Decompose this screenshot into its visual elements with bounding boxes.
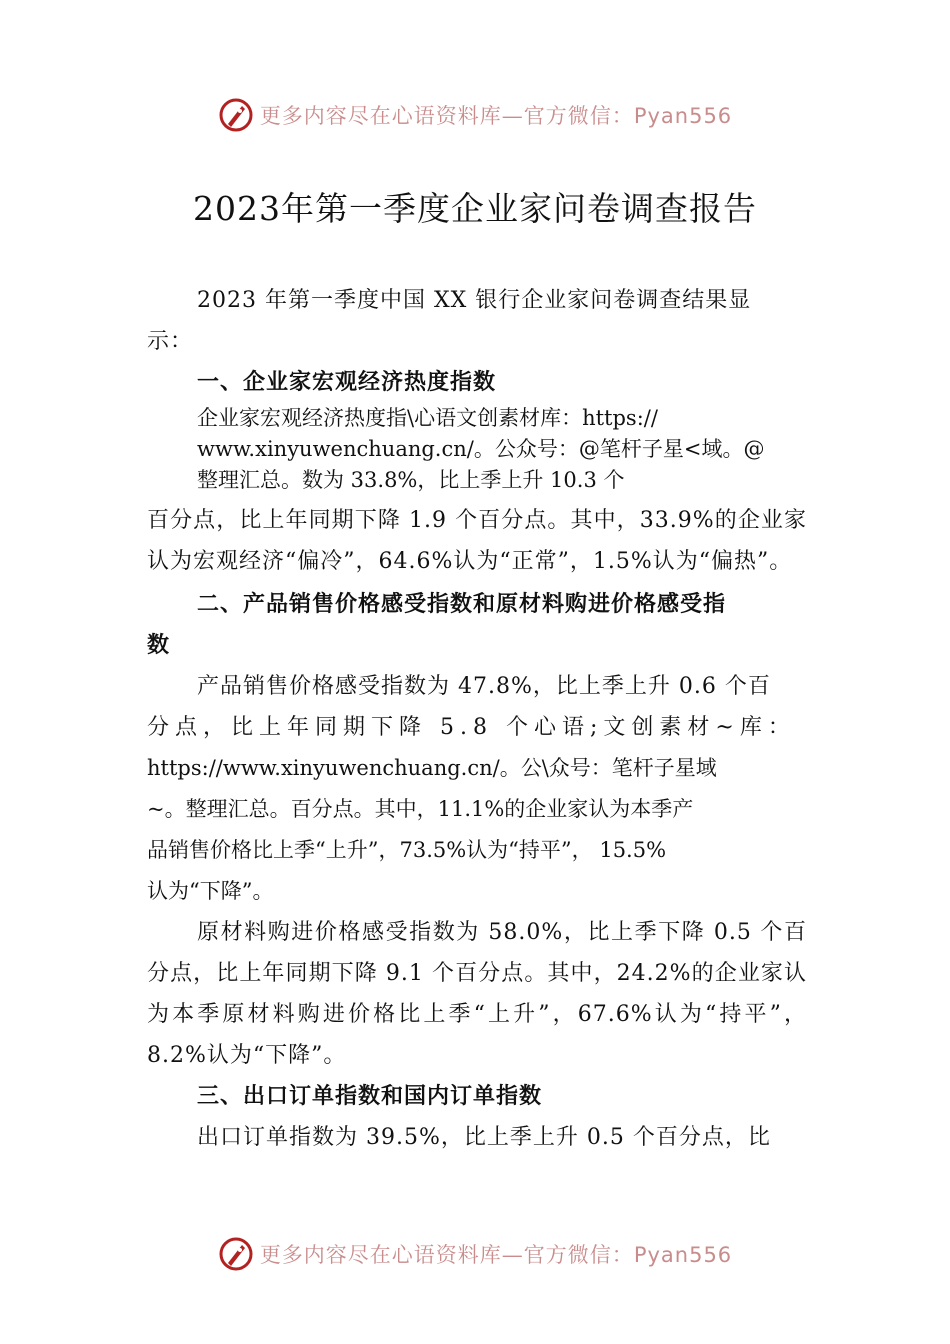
paragraph-1-url-block — [147, 403, 807, 496]
page-title: 2023年第一季度企业家问卷调查报告 — [193, 189, 757, 228]
paragraph-1-rest: 百分点，比上年同期下降 1.9 个百分点。其中，33.9%的企业家认为宏观经济“偏冷”，64.6%认为“正常”，1.5%认为“偏热”。 — [147, 508, 807, 574]
paragraph-3: 原材料购进价格感受指数为 58.0%，比上季下降 0.5 个百分点，比上年同期下降 9.1 个百分点。其中，24.2%的企业家认为本季原材料购进价格比上季“上升”，67.6%认为“持平”，8.2%认为“下降”。 — [147, 920, 807, 1068]
pen-nib-logo-icon — [218, 97, 254, 133]
wechat-id: Pyan556 — [633, 1243, 733, 1267]
banner-text: 更多内容尽在心语资料库—官方微信：Pyan556 — [259, 104, 733, 128]
paragraph-1-line-2: www.xinyuwenchuang.cn/。公众号：@笔杆子星<域。@ — [197, 437, 765, 461]
paragraph-2-line-4: ~。整理汇总。百分点。其中，11.1%的企业家认为本季产 — [147, 797, 694, 821]
intro-line-2: 示： — [147, 329, 194, 354]
header-banner — [0, 93, 950, 137]
section-heading-2-line-2: 数 — [147, 633, 171, 658]
paragraph-2-line-2: 分点，比上年同期下降 5.8 个心语;文创素材~库： — [147, 715, 796, 740]
wechat-id: Pyan556 — [633, 104, 733, 128]
pen-nib-logo-icon — [218, 1236, 254, 1272]
paragraph-1-line-1: 企业家宏观经济热度指\心语文创素材库：https:// — [197, 406, 658, 430]
paragraph-2-line-1: 产品销售价格感受指数为 47.8%，比上季上升 0.6 个百 — [197, 674, 771, 699]
footer-banner — [0, 1232, 950, 1276]
document-body — [147, 280, 807, 1158]
paragraph-4: 出口订单指数为 39.5%，比上季上升 0.5 个百分点，比 — [197, 1125, 771, 1150]
section-heading-2-line-1: 二、产品销售价格感受指数和原材料购进价格感受指 — [197, 592, 727, 617]
intro-line-1: 2023 年第一季度中国 XX 银行企业家问卷调查结果显 — [197, 288, 752, 313]
paragraph-2-line-5: 品销售价格比上季“上升”，73.5%认为“持平”， 15.5% — [147, 838, 667, 862]
paragraph-2-line-3: https://www.xinyuwenchuang.cn/。公\众号：笔杆子星域 — [147, 756, 717, 780]
section-heading-3: 三、出口订单指数和国内订单指数 — [197, 1084, 543, 1109]
banner-text: 更多内容尽在心语资料库—官方微信：Pyan556 — [259, 1243, 733, 1267]
section-heading-1: 一、企业家宏观经济热度指数 — [197, 370, 497, 395]
paragraph-2-line-6: 认为“下降”。 — [147, 879, 274, 903]
paragraph-1-line-3: 整理汇总。数为 33.8%，比上季上升 10.3 个 — [197, 468, 625, 492]
